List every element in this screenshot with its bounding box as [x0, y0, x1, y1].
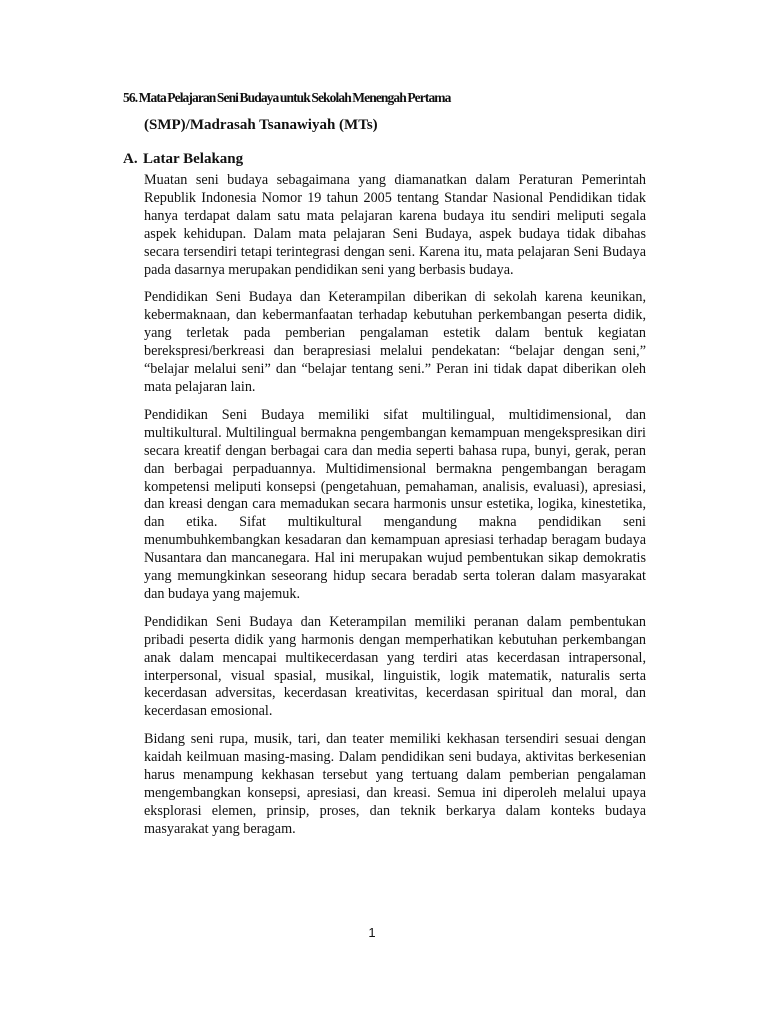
document-heading: 56. Mata Pelajaran Seni Budaya untuk Sekolah Menengah Pertama: [123, 90, 451, 105]
page-number: 1: [368, 925, 376, 940]
section-title: Latar Belakang: [143, 151, 244, 167]
paragraph-3: Pendidikan Seni Budaya memiliki sifat multilingual, multidimensional, dan multikultural. Multilingual bermakna pengembangan kemampuan mengekspresikan diri secara kreatif dengan berbagai cara dan media seperti bahasa rupa, bunyi, gerak, peran dan berbagai perpaduannya. Multidimensional bermakna pengembangan beragam kompetensi meliputi konsepsi (pengetahuan, pemahaman, analisis, evaluasi), apresiasi, dan kreasi dengan cara memadukan secara harmonis unsur estetika, logika, kinestetika, dan etika. Sifat multikultural mengandung makna pendidikan seni menumbuhkembangkan kesadaran dan kemampuan apresiasi terhadap beragam budaya Nusantara dan mancanegara. Hal ini merupakan wujud pembentukan sikap demokratis yang memungkinkan seseorang hidup secara beradab serta toleran dalam masyarakat dan budaya yang majemuk.: [144, 406, 646, 602]
document-subheading: (SMP)/Madrasah Tsanawiyah (MTs): [144, 117, 378, 133]
paragraph-2: Pendidikan Seni Budaya dan Keterampilan diberikan di sekolah karena keunikan, kebermaknaan, dan kebermanfaatan terhadap kebutuhan perkembangan peserta didik, yang terletak pada pemberian pengalaman estetik dalam bentuk kegiatan berekspresi/berkreasi dan berapresiasi melalui pendekatan: “belajar dengan seni,” “belajar melalui seni” dan “belajar tentang seni.” Peran ini tidak dapat diberikan oleh mata pelajaran lain.: [144, 289, 646, 395]
paragraph-1: Muatan seni budaya sebagaimana yang diamanatkan dalam Peraturan Pemerintah Republik Indonesia Nomor 19 tahun 2005 tentang Standar Nasional Pendidikan tidak hanya terdapat dalam satu mata pelajaran karena budaya itu sendiri meliputi segala aspek kehidupan. Dalam mata pelajaran Seni Budaya, aspek budaya tidak dibahas secara tersendiri tetapi terintegrasi dengan seni. Karena itu, mata pelajaran Seni Budaya pada dasarnya merupakan pendidikan seni yang berbasis budaya.: [144, 172, 646, 278]
section-heading: [123, 149, 243, 169]
paragraph-4: Pendidikan Seni Budaya dan Keterampilan memiliki peranan dalam pembentukan pribadi peserta didik yang harmonis dengan memperhatikan kebutuhan perkembangan anak dalam mencapai multikecerdasan yang terdiri atas kecerdasan intrapersonal, interpersonal, visual spasial, musikal, linguistik, logik matematik, naturalis serta kecerdasan adversitas, kecerdasan kreativitas, kecerdasan spiritual dan moral, dan kecerdasan emosional.: [144, 613, 646, 720]
paragraph-5: Bidang seni rupa, musik, tari, dan teater memiliki kekhasan tersendiri sesuai dengan kaidah keilmuan masing-masing. Dalam pendidikan seni budaya, aktivitas berkesenian harus menampung kekhasan tersebut yang tertuang dalam pemberian pengalaman mengembangkan konsepsi, apresiasi, dan kreasi. Semua ini diperoleh melalui upaya eksplorasi elemen, prinsip, proses, dan teknik berkarya dalam konteks budaya masyarakat yang beragam.: [144, 731, 646, 837]
body-text: [144, 172, 646, 849]
section-letter: A.: [123, 151, 138, 167]
